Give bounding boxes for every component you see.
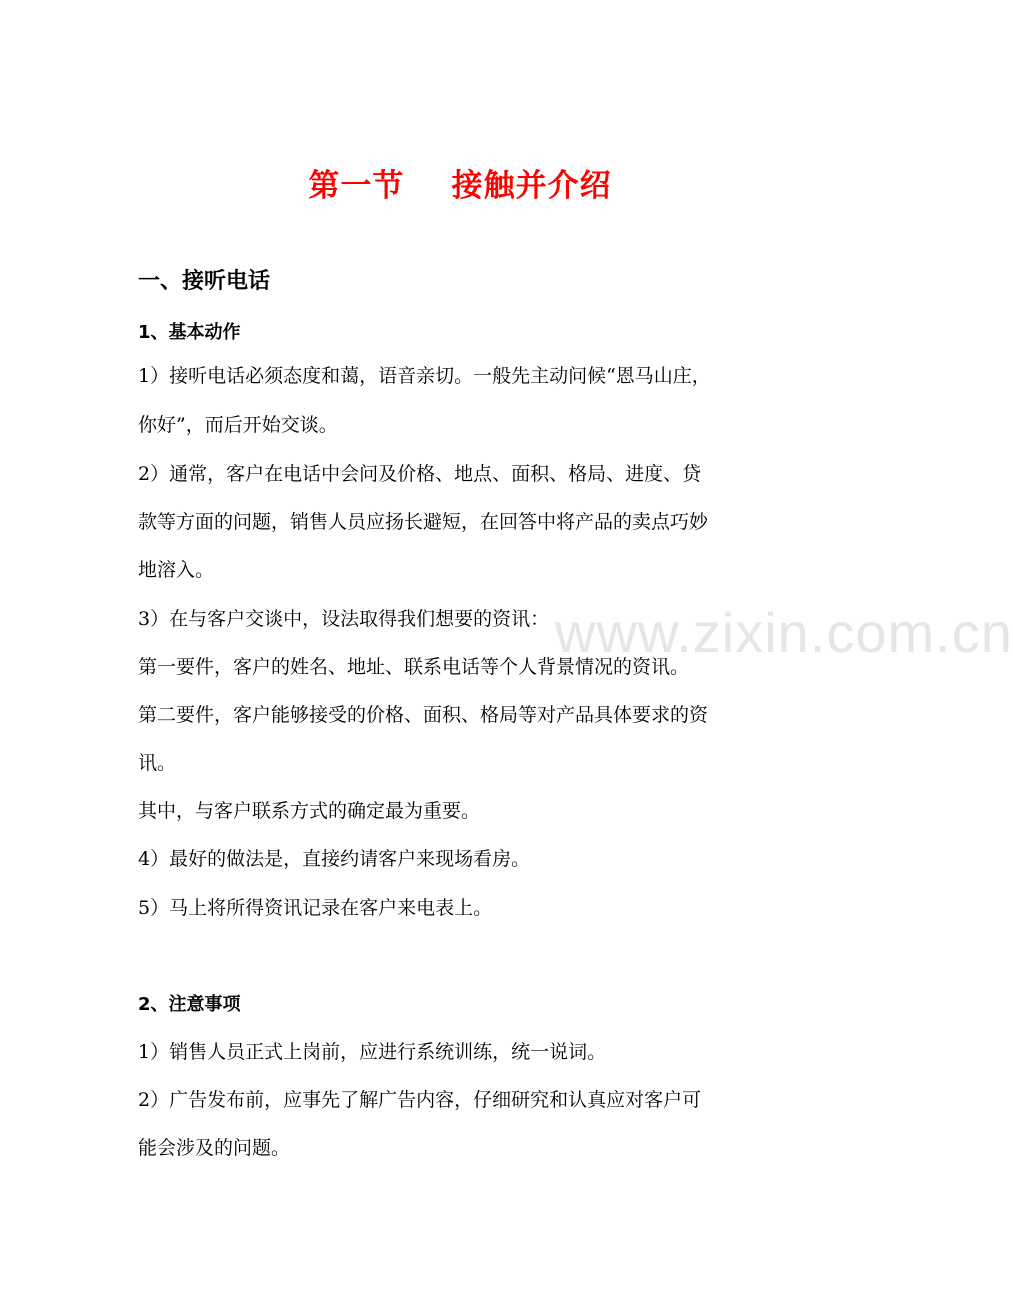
paragraph-line: 5）马上将所得资讯记录在客户来电表上。 bbox=[138, 897, 493, 919]
paragraph-line: 能会涉及的问题。 bbox=[138, 1137, 291, 1159]
paragraph-line: 第二要件，客户能够接受的价格、面积、格局等对产品具体要求的资 bbox=[138, 704, 709, 726]
paragraph-line: 3）在与客户交谈中，设法取得我们想要的资讯： bbox=[138, 608, 550, 630]
paragraph-line: 你好”，而后开始交谈。 bbox=[138, 414, 338, 436]
paragraph-line: 款等方面的问题，销售人员应扬长避短，在回答中将产品的卖点巧妙 bbox=[138, 511, 709, 533]
watermark: www.zixin.com.cn bbox=[555, 601, 1013, 664]
section-heading: 一、接听电话 bbox=[138, 269, 271, 294]
paragraph-line: 2）广告发布前，应事先了解广告内容，仔细研究和认真应对客户可 bbox=[138, 1089, 702, 1111]
subsection-heading-notes: 2、注意事项 bbox=[138, 994, 241, 1015]
subsection-heading-basic-actions: 1、基本动作 bbox=[138, 322, 241, 343]
paragraph-line: 第一要件，客户的姓名、地址、联系电话等个人背景情况的资讯。 bbox=[138, 656, 690, 678]
paragraph-line: 4）最好的做法是，直接约请客户来现场看房。 bbox=[138, 848, 531, 870]
paragraph-line: 1）接听电话必须态度和蔼，语音亲切。一般先主动问候“恩马山庄， bbox=[138, 365, 711, 387]
paragraph-line: 地溶入。 bbox=[138, 559, 215, 581]
paragraph-line: 其中，与客户联系方式的确定最为重要。 bbox=[138, 800, 481, 822]
page-title: 第一节 接触并介绍 bbox=[308, 168, 612, 204]
paragraph-line: 2）通常，客户在电话中会问及价格、地点、面积、格局、进度、贷 bbox=[138, 463, 702, 485]
paragraph-line: 1）销售人员正式上岗前，应进行系统训练，统一说词。 bbox=[138, 1041, 607, 1063]
paragraph-line: 讯。 bbox=[138, 752, 177, 774]
